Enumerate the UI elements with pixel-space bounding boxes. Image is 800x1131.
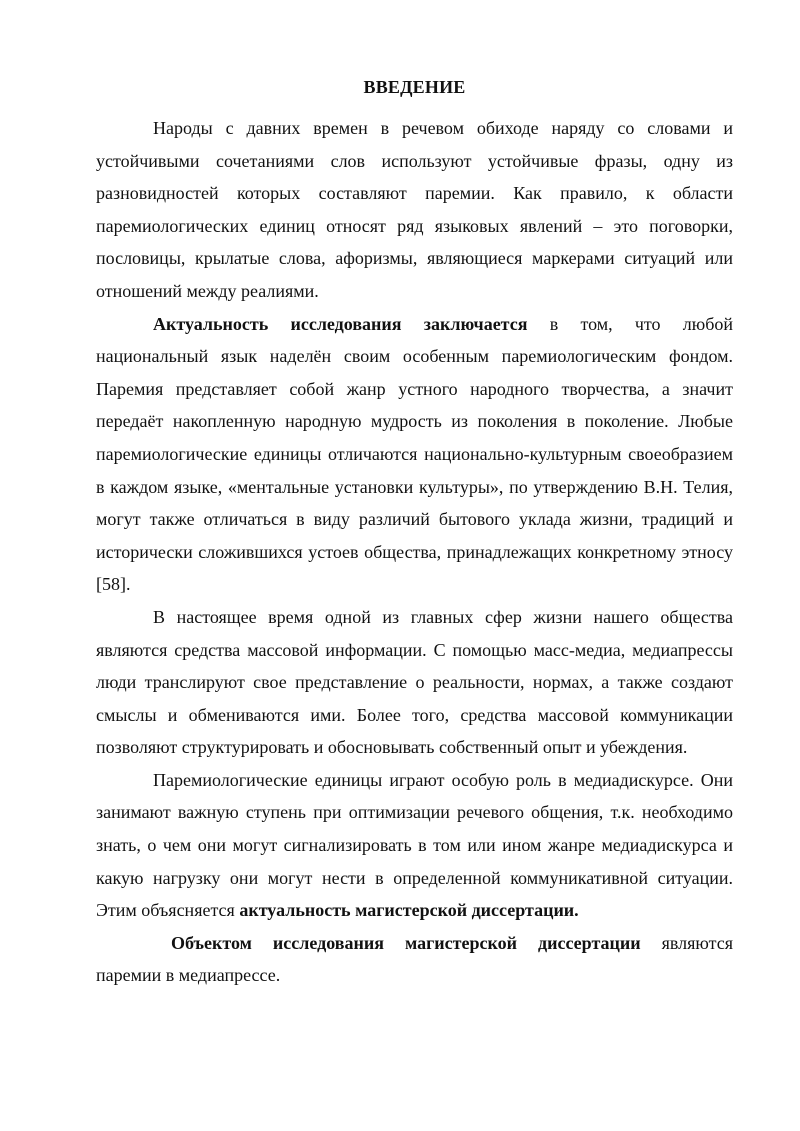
paragraph-paremiological-text: Паремиологические единицы играют особую роль в медиадискурсе. Они занимают важную ступень при оптимизации речевого общения, т.к. необходимо знать, о чем они могут сигнализировать в том или ином жанре медиадискурса и какую нагрузку они могут нести в определенной коммуникативной ситуации. Этим объясняется: [96, 769, 733, 921]
paragraph-object-text: являются паремии в медиапрессе.: [96, 932, 733, 986]
thesis-relevance-bold: актуальность магистерской диссертации.: [239, 900, 579, 921]
relevance-heading-bold: Актуальность исследования заключается: [153, 313, 528, 334]
paragraph-media: [96, 601, 733, 764]
paragraph-relevance: [96, 308, 733, 601]
paragraph-intro: [96, 112, 733, 308]
paragraph-intro-text: Народы с давних времен в речевом обиходе наряду со словами и устойчивыми сочетаниями слов используют устойчивые фразы, одну из разновидностей которых составляют паремии. Как правило, к области паремиологических единиц относят ряд языковых явлений – это поговорки, пословицы, крылатые слова, афоризмы, являющиеся маркерами ситуаций или отношений между реалиями.: [96, 118, 733, 301]
paragraph-paremiological-units: [96, 764, 733, 927]
document-page: [96, 76, 733, 992]
paragraph-media-text: В настоящее время одной из главных сфер жизни нашего общества являются средства массовой информации. С помощью масс-медиа, медиапрессы люди транслируют свое представление о реальности, нормах, а также создают смыслы и обмениваются ими. Более того, средства массовой коммуникации позволяют структурировать и обосновывать собственный опыт и убеждения.: [96, 606, 733, 758]
object-heading-bold: Объектом исследования магистерской диссертации: [171, 932, 641, 953]
document-title: ВВЕДЕНИЕ: [363, 77, 466, 97]
paragraph-relevance-text: в том, что любой национальный язык наделён своим особенным паремиологическим фондом. Паремия представляет собой жанр устного народного творчества, а значит передаёт накопленную народную мудрость из поколения в поколение. Любые паремиологические единицы отличаются национально-культурным своеобразием в каждом языке, «ментальные установки культуры», по утверждению В.Н. Телия, могут также отличаться в виду различий бытового уклада жизни, традиций и исторически сложившихся устоев общества, принадлежащих конкретному этносу [58].: [96, 313, 733, 595]
paragraph-object: [96, 927, 733, 992]
